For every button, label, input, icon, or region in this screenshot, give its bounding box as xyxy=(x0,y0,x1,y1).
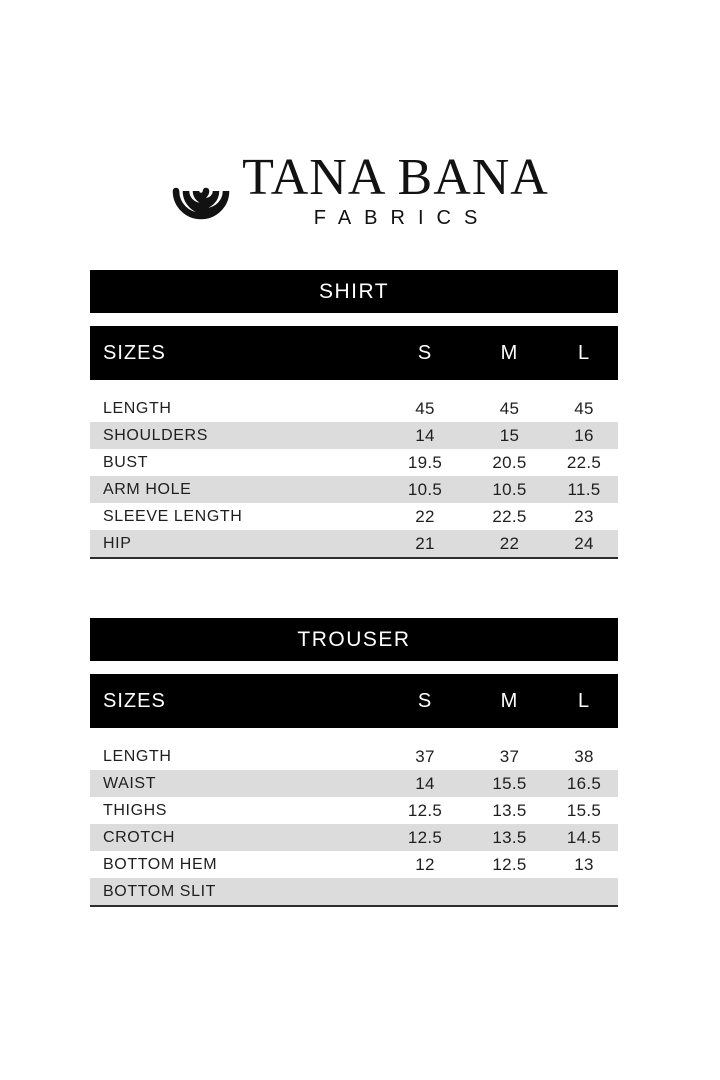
value-l: 15.5 xyxy=(566,800,602,820)
brand-subtitle: FABRICS xyxy=(313,207,491,229)
row-label: CROTCH xyxy=(103,828,176,846)
row-label: ARM HOLE xyxy=(103,480,192,498)
value-m: 37 xyxy=(499,746,520,766)
shirt-header-row xyxy=(90,326,618,380)
table-row xyxy=(90,395,618,422)
section-spacer xyxy=(90,559,618,578)
size-col-m: M xyxy=(500,341,519,364)
size-tables xyxy=(90,270,618,907)
trouser-rows xyxy=(90,743,618,907)
value-l: 24 xyxy=(574,533,594,553)
trouser-header-row xyxy=(90,674,618,728)
value-s: 12.5 xyxy=(407,827,443,847)
table-row xyxy=(90,449,618,476)
row-label: THIGHS xyxy=(103,801,168,819)
value-l: 14.5 xyxy=(566,827,602,847)
table-row xyxy=(90,824,618,851)
value-s: 10.5 xyxy=(407,479,443,499)
sizes-header-label: SIZES xyxy=(103,689,166,712)
table-row xyxy=(90,422,618,449)
value-l: 23 xyxy=(574,506,594,526)
row-label: LENGTH xyxy=(103,399,172,417)
table-row xyxy=(90,797,618,824)
value-l: 13 xyxy=(574,854,594,874)
value-s: 14 xyxy=(415,425,435,445)
value-l: 16 xyxy=(574,425,594,445)
value-s: 22 xyxy=(415,506,435,526)
value-s: 12.5 xyxy=(407,800,443,820)
row-label: BOTTOM HEM xyxy=(103,855,218,873)
value-l: 16.5 xyxy=(566,773,602,793)
brand-name: TANA BANA xyxy=(242,149,549,206)
table-row xyxy=(90,503,618,530)
value-m: 15 xyxy=(499,425,520,445)
section-title: TROUSER xyxy=(297,627,411,651)
size-col-s: S xyxy=(417,341,433,364)
row-label: HIP xyxy=(103,534,132,552)
value-m: 45 xyxy=(499,398,520,418)
value-s: 12 xyxy=(415,854,435,874)
row-label: WAIST xyxy=(103,774,157,792)
table-row xyxy=(90,770,618,797)
value-s: 21 xyxy=(415,533,435,553)
row-label: SLEEVE LENGTH xyxy=(103,507,243,525)
row-label: BOTTOM SLIT xyxy=(103,882,216,900)
value-m: 15.5 xyxy=(492,773,527,793)
shirt-rows xyxy=(90,395,618,559)
section-title: SHIRT xyxy=(318,279,390,303)
value-l: 45 xyxy=(574,398,594,418)
table-row xyxy=(90,851,618,878)
trouser-size-table xyxy=(90,618,618,907)
value-m: 20.5 xyxy=(492,452,527,472)
size-col-s: S xyxy=(417,689,433,712)
value-s: 37 xyxy=(415,746,435,766)
spiral-icon xyxy=(171,161,231,221)
value-m: 22.5 xyxy=(492,506,527,526)
row-label: SHOULDERS xyxy=(103,426,208,444)
size-col-m: M xyxy=(500,689,519,712)
size-col-l: L xyxy=(577,341,591,364)
value-l: 11.5 xyxy=(567,479,601,499)
value-m: 13.5 xyxy=(492,827,527,847)
table-row xyxy=(90,743,618,770)
row-label: BUST xyxy=(103,453,149,471)
value-s: 14 xyxy=(415,773,435,793)
table-row xyxy=(90,476,618,503)
brand-logo xyxy=(96,149,624,230)
value-m: 13.5 xyxy=(492,800,527,820)
row-label: LENGTH xyxy=(103,747,172,765)
value-l: 22.5 xyxy=(566,452,602,472)
value-s: 45 xyxy=(415,398,435,418)
table-row xyxy=(90,530,618,557)
brand-text-block xyxy=(242,149,549,230)
value-m: 22 xyxy=(499,533,520,553)
value-m: 10.5 xyxy=(492,479,527,499)
table-row xyxy=(90,878,618,905)
value-m: 12.5 xyxy=(492,854,527,874)
value-l: 38 xyxy=(574,746,594,766)
value-s: 19.5 xyxy=(407,452,443,472)
size-col-l: L xyxy=(577,689,591,712)
trouser-title-bar xyxy=(90,618,618,661)
sizes-header-label: SIZES xyxy=(103,341,166,364)
shirt-size-table xyxy=(90,270,618,559)
shirt-title-bar xyxy=(90,270,618,313)
